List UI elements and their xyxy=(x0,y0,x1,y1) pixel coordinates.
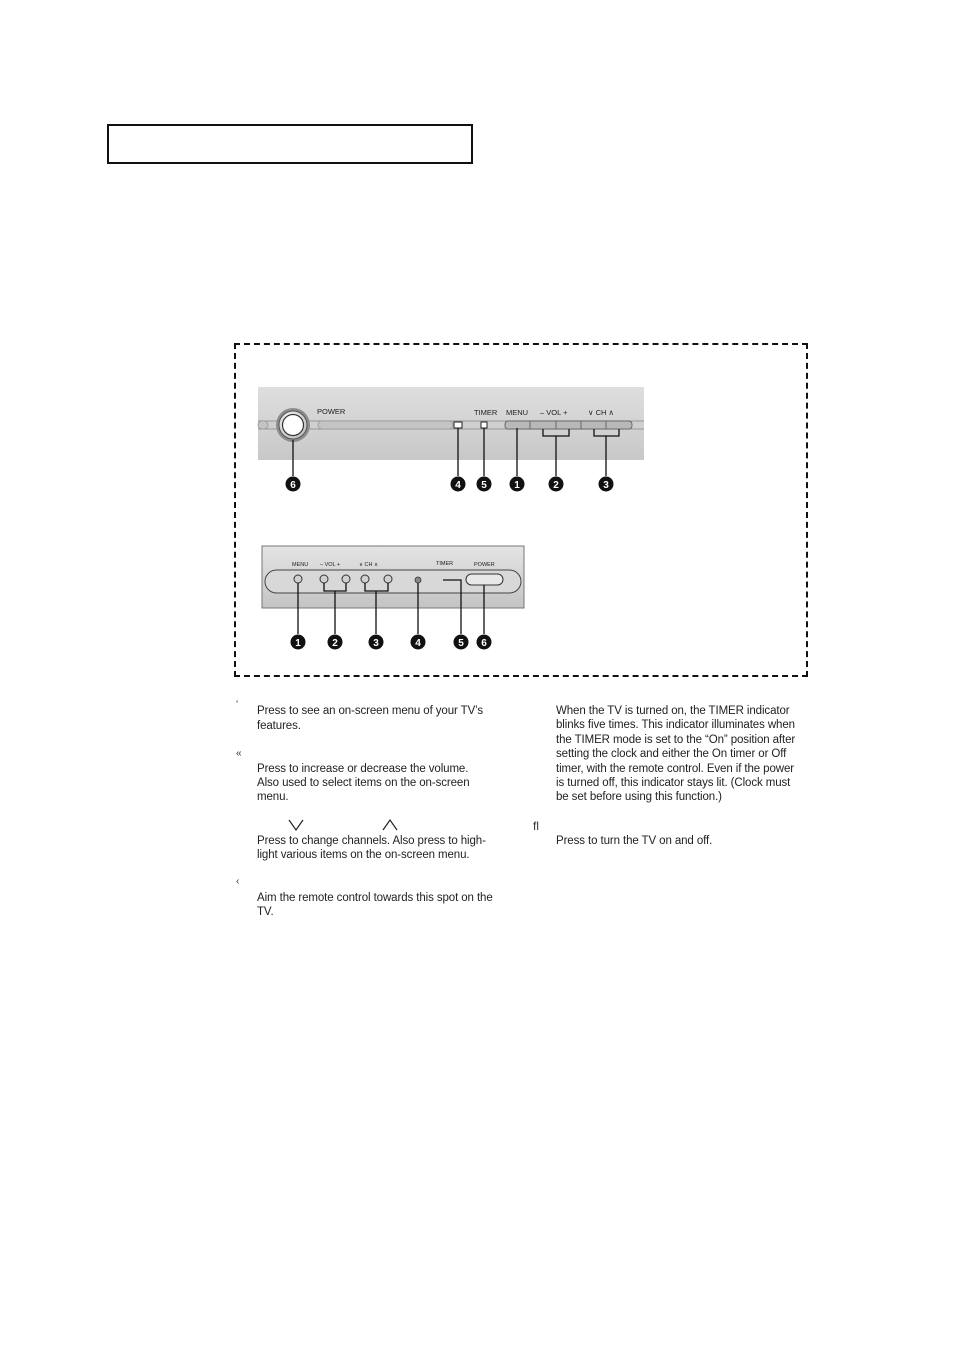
svg-text:4: 4 xyxy=(415,638,421,649)
item4-marker: ‹ xyxy=(236,876,240,887)
bottom-power-label: POWER xyxy=(474,562,495,568)
item3-description-line2: light various items on the on-screen menu. xyxy=(257,849,470,861)
svg-text:1: 1 xyxy=(514,480,520,491)
channel-down-icon xyxy=(287,818,305,832)
top-callout-3 xyxy=(599,477,614,492)
item1-description: Press to see an on-screen menu of your TV’s features. xyxy=(257,705,484,732)
item1-marker: ‘ xyxy=(236,699,239,710)
bottom-callout-3 xyxy=(369,635,384,650)
bottom-vol-label: – VOL + xyxy=(320,562,341,568)
top-timer-label: TIMER xyxy=(474,408,498,417)
svg-text:6: 6 xyxy=(481,638,487,649)
item4-description-line1: Aim the remote control towards this spot on the xyxy=(257,892,493,904)
channel-up-icon xyxy=(381,818,399,832)
top-menu-label: MENU xyxy=(506,408,529,417)
item5-description-line6: is turned off, this indicator stays lit. (Clock must xyxy=(556,777,791,789)
svg-text:1: 1 xyxy=(295,638,301,649)
top-ch-label: ∨ CH ∧ xyxy=(588,408,614,417)
top-callout-2 xyxy=(549,477,564,492)
svg-text:2: 2 xyxy=(553,480,559,491)
svg-text:3: 3 xyxy=(373,638,379,649)
item2-description-line2: Also used to select items on the on-screen xyxy=(257,777,470,789)
svg-text:2: 2 xyxy=(332,638,338,649)
item5-description-line4: setting the clock and either the On timer or Off xyxy=(556,748,787,760)
item2-description-line3: menu. xyxy=(257,791,289,803)
item5-description-line2: blinks five times. This indicator illuminates when xyxy=(556,719,795,731)
top-callout-6 xyxy=(286,477,301,492)
item5-description-line3: the TIMER mode is set to the “On” position after xyxy=(556,734,796,746)
item5-description-line5: timer, with the remote control. Even if the power xyxy=(556,763,794,775)
item4-description-line2: TV. xyxy=(257,906,274,918)
top-callout-4 xyxy=(451,477,466,492)
item5-description-line7: be set before using this function.) xyxy=(556,791,722,803)
item2-marker: « xyxy=(236,748,242,759)
svg-text:3: 3 xyxy=(603,480,609,491)
bottom-menu-label: MENU xyxy=(292,562,309,568)
svg-text:4: 4 xyxy=(455,480,461,491)
svg-text:6: 6 xyxy=(290,480,296,491)
svg-text:5: 5 xyxy=(481,480,487,491)
bottom-ch-label: ∨ CH ∧ xyxy=(359,562,379,568)
top-callout-1 xyxy=(510,477,525,492)
bottom-callout-4 xyxy=(411,635,426,650)
svg-text:5: 5 xyxy=(458,638,464,649)
top-front-panel xyxy=(258,387,644,460)
bottom-front-panel xyxy=(262,546,524,608)
item2-description-line1: Press to increase or decrease the volume. xyxy=(257,763,469,775)
bottom-callout-2 xyxy=(328,635,343,650)
top-callout-5 xyxy=(477,477,492,492)
bottom-callout-5 xyxy=(454,635,469,650)
bottom-callout-1 xyxy=(291,635,306,650)
item6-marker: ﬂ xyxy=(533,819,539,833)
item5-description-line1: When the TV is turned on, the TIMER indicator xyxy=(556,705,790,717)
item3-description-line1: Press to change channels. Also press to high- xyxy=(257,835,486,847)
item6-description: Press to turn the TV on and off. xyxy=(556,835,713,847)
bottom-timer-label: TIMER xyxy=(436,561,454,567)
top-vol-label: – VOL + xyxy=(540,408,568,417)
bottom-callout-6 xyxy=(477,635,492,650)
top-power-label: POWER xyxy=(317,407,346,416)
